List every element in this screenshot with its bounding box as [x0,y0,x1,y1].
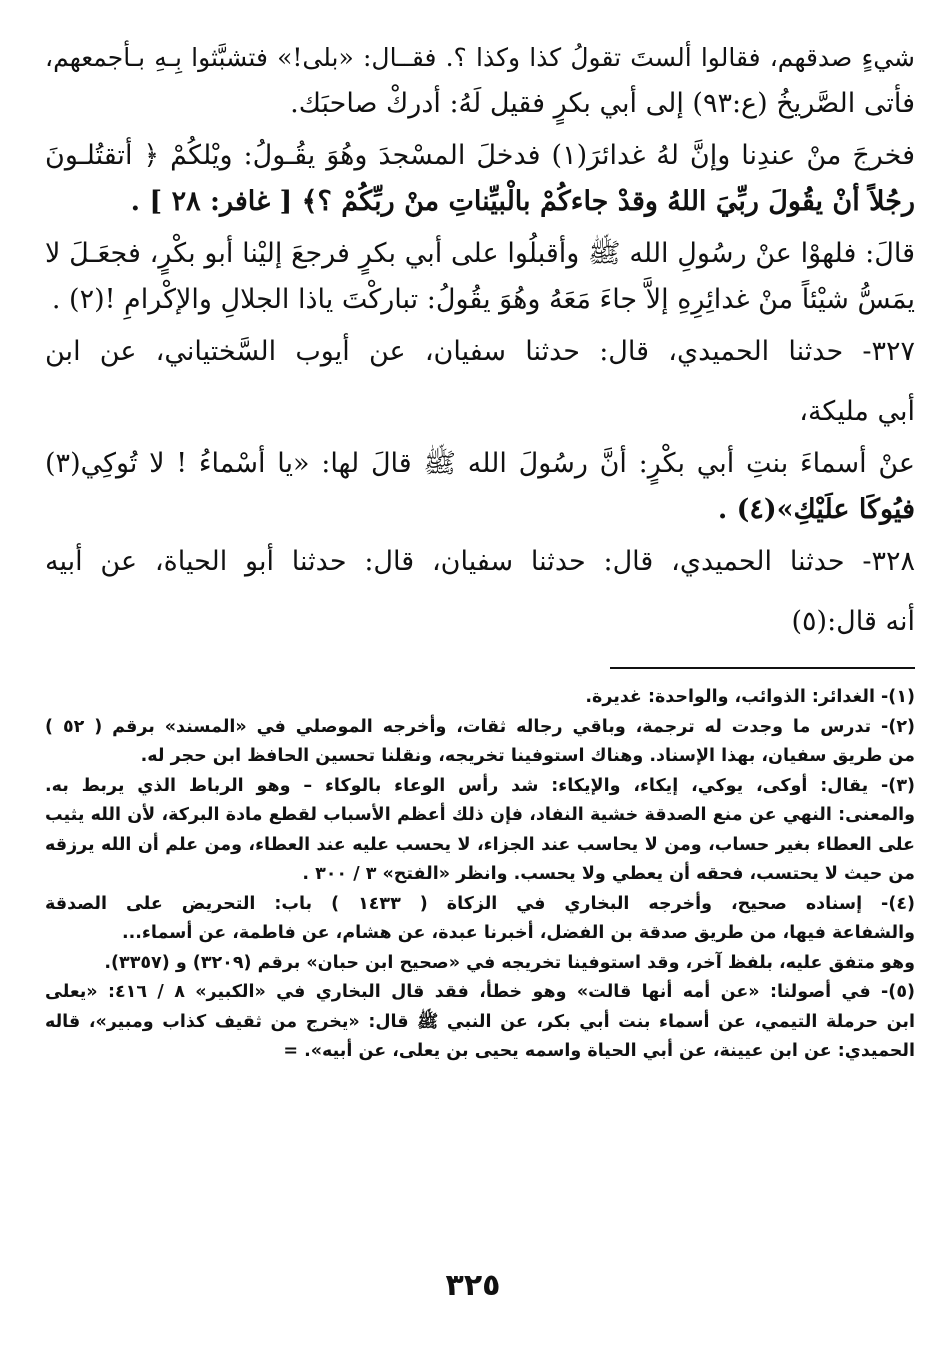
footnote-5-cont: الحميدي: عن ابن عيينة، عن أبي الحياة واسمه يحيى بن يعلى، عن أبيه». = [283,1041,915,1061]
text-line: قالَ: فلهوْا عنْ رسُولِ الله ﷺ وأقبلُوا على أبي بكرٍ فرجعَ إليْنا أبو بكْرٍ، فجعَـلَ لا [45,238,915,269]
footnote-4: (٤)- إسناده صحيح، وأخرجه البخاري في الزكاة ( ١٤٣٣ ) باب: التحريض على الصدقة [45,893,915,914]
hadith-327-matn-end: فيُوكَا علَيْكِ»(٤) . [717,494,915,525]
text-line: أنه قال:(٥) [791,606,915,637]
text-line: فأتى الصَّريخُ (ع:٩٣) إلى أبي بكرٍ فقيل لَهُ: أدركْ صاحبَك. [290,88,915,119]
main-text [45,35,915,645]
hadith-327-matn: عنْ أسماءَ بنتِ أبي بكْرٍ: أنَّ رسُولَ الله ﷺ قالَ لها: «يا أسْماءُ ! لا تُوكِي(٣) [45,448,915,479]
page-number: ٣٢٥ [445,1268,501,1303]
footnote-1: (١)- الغدائر: الذوائب، والواحدة: غديرة. [585,687,915,707]
footnote-5-cont: ابن حرملة التيمي، عن أسماء بنت أبي بكر، عن النبي ﷺ قال: «يخرج من ثقيف كذاب ومبير»، قاله [45,1011,915,1032]
footnote-separator [610,667,915,669]
text-line: أبي مليكة، [799,396,915,427]
hadith-327-isnad: ٣٢٧- حدثنا الحميدي، قال: حدثنا سفيان، عن أيوب السَّختياني، عن ابن [45,336,915,367]
footnote-3-cont: والمعنى: النهي عن منع الصدقة خشية النفاد، فإن ذلك أعظم الأسباب لقطع مادة البركة، لأن الله يثيب [45,805,915,825]
footnote-3: (٣)- يقال: أوكى، يوكي، إيكاء، والإيكاء: شد رأس الوعاء بالوكاء – وهو الرباط الذي يربط به. [45,775,915,796]
footnote-4-cont: وهو متفق عليه، بلفظ آخر، وقد استوفينا تخريجه في «صحيح ابن حبان» برقم (٣٢٠٩) و (٣٣٥٧). [104,952,915,973]
footnote-3-cont: على العطاء بغير حساب، ومن لا يحاسب عند الجزاء، لا يحسب عليه عند العطاء، ومن علم أن الله يرزقه [45,834,915,855]
text-line: فخرجَ منْ عندِنا وإنَّ لهُ غدائرَ(١) فدخلَ المسْجدَ وهُوَ يقُـولُ: ويْلكُمْ ﴿ أتقتُلـونَ [45,140,915,171]
text-line: يمَسُّ شيْئاً منْ غدائِرِهِ إلاَّ جاءَ مَعَهُ وهُوَ يقُولُ: تباركْتَ ياذا الجلالِ والإكْرامِ !(٢) . [51,284,915,315]
footnote-3-cont: من حيث لا يحتسب، فحقه أن يعطي ولا يحسب. وانظر «الفتح» ٣ / ٣٠٠ . [302,864,915,884]
footnote-5: (٥)- في أصولنا: «عن أمه أنها قالت» وهو خطأ، فقد قال البخاري في «الكبير» ٨ / ٤١٦: «يعلى [45,982,915,1002]
hadith-328-isnad: ٣٢٨- حدثنا الحميدي، قال: حدثنا سفيان، قال: حدثنا أبو الحياة، عن أبيه [45,546,915,577]
footnotes [45,683,915,1067]
footnote-2: (٢)- تدرس ما وجدت له ترجمة، وباقي رجاله ثقات، وأخرجه الموصلي في «المسند» برقم ( ٥٢ ) [45,716,915,737]
footnote-4-cont: والشفاعة فيها، من طريق صدقة بن الفضل، أخبرنا عبدة، عن هشام، عن فاطمة، عن أسماء... [121,923,915,943]
text-line: شيءٍ صدقهم، فقالوا ألستَ تقولُ كذا وكذا ؟. فقــال: «بلى!» فتشبَّثوا بِـهِ بـأجمعهم، [45,43,915,72]
page-body [45,35,915,1067]
quran-verse-line: رجُلاً أنْ يقُولَ ربِّيَ اللهُ وقدْ جاءكُمْ بالْبيِّناتِ منْ ربِّكُمْ ؟﴾ [ غافر: ٢٨ ] . [130,186,915,217]
footnote-2-cont: من طريق سفيان، بهذا الإسناد. وهناك استوفينا تخريجه، ونقلنا تحسين الحافظ ابن حجر له. [140,746,915,766]
